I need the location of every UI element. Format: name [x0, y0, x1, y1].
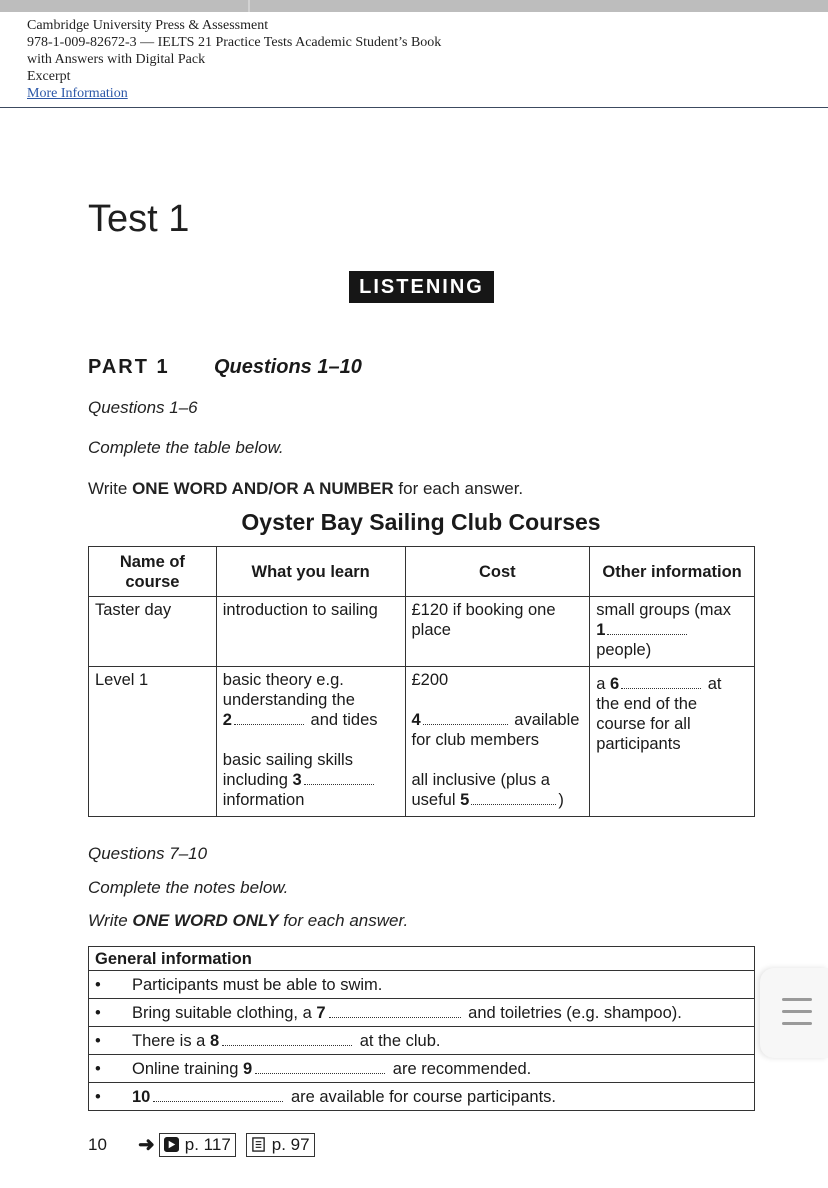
answer-gap-2[interactable]: [234, 713, 304, 725]
answer-gap-1[interactable]: [607, 623, 687, 635]
other-text-end: people): [596, 641, 652, 659]
note-text: There is a: [132, 1031, 206, 1050]
learn-text: basic theory e.g. understanding the: [222, 671, 355, 709]
header-what-you-learn: What you learn: [216, 547, 405, 597]
question-number-6: 6: [609, 675, 620, 693]
cost-text-c: all inclusive (plus a useful: [411, 771, 550, 809]
write-suffix: for each answer.: [393, 479, 524, 498]
table-header-row: [89, 547, 755, 597]
answer-gap-10[interactable]: [153, 1090, 283, 1102]
side-menu-handle[interactable]: [760, 968, 828, 1058]
notes-line-3: [89, 1027, 755, 1055]
page-footer: [88, 1132, 325, 1157]
excerpt-line: Excerpt: [27, 69, 71, 84]
menu-line-icon: [782, 1010, 812, 1013]
questions-1-6-word-limit: [88, 479, 523, 499]
cell-course-name: Taster day: [89, 597, 217, 667]
notes-line-2: [89, 999, 755, 1027]
list-item: [89, 1083, 755, 1111]
cell-other: [590, 667, 755, 817]
table-title: Oyster Bay Sailing Club Courses: [241, 509, 601, 535]
bullet: •: [95, 1003, 101, 1022]
answer-gap-6[interactable]: [621, 677, 701, 689]
questions-7-10-word-limit: [88, 911, 408, 931]
other-text-b: at the end of the course for all participants: [596, 675, 722, 753]
table-row: [89, 667, 755, 817]
list-item: [89, 1027, 755, 1055]
note-text: Participants must be able to swim.: [132, 975, 383, 994]
cell-spacer: [596, 670, 748, 674]
audio-reference-link[interactable]: [159, 1133, 236, 1157]
viewer-tab-right[interactable]: [250, 0, 828, 12]
cell-spacer: [412, 750, 584, 770]
cell-other: [590, 597, 755, 667]
question-number-9: 9: [243, 1059, 253, 1078]
page-number: 10: [88, 1134, 107, 1154]
test-title: Test 1: [88, 198, 190, 240]
notes-heading-row: [89, 947, 755, 971]
cost-text: £200: [411, 671, 449, 689]
list-item: [89, 1055, 755, 1083]
question-number-7: 7: [316, 1003, 326, 1022]
answer-gap-3[interactable]: [304, 773, 374, 785]
cost-text-b: available for club members: [411, 711, 580, 749]
question-number-2: 2: [222, 711, 232, 729]
audio-reference-page: p. 117: [184, 1134, 231, 1154]
note-text-end: are recommended.: [392, 1059, 532, 1078]
notes-table: [88, 946, 755, 1111]
answer-key-reference-page: p. 97: [271, 1134, 310, 1154]
answer-key-reference-link[interactable]: [246, 1133, 315, 1157]
header-other-information: Other information: [590, 547, 755, 597]
notes-heading: General information: [89, 947, 755, 971]
part-questions: Questions 1–10: [214, 356, 362, 378]
cost-text-d: ): [558, 791, 564, 809]
bullet: •: [95, 1059, 101, 1078]
question-number-5: 5: [460, 791, 470, 809]
audio-track-icon: [164, 1137, 179, 1152]
isbn-title-line: 978-1-009-82672-3 — IELTS 21 Practice Tests Academic Student’s Book: [27, 35, 442, 50]
menu-line-icon: [782, 1022, 812, 1025]
questions-1-6-instruction: Complete the table below.: [88, 438, 284, 457]
cell-course-name: Level 1: [89, 667, 217, 817]
learn-text-c: basic sailing skills including: [222, 751, 353, 789]
questions-7-10-heading: Questions 7–10: [88, 844, 208, 863]
viewer-top-bar: [0, 0, 828, 12]
note-text: Bring suitable clothing, a: [132, 1003, 312, 1022]
other-text: small groups (max: [596, 601, 731, 619]
bullet: •: [95, 1087, 101, 1106]
note-text: Online training: [132, 1059, 239, 1078]
question-number-3: 3: [292, 771, 302, 789]
cell-spacer: [223, 730, 399, 750]
subtitle-line: with Answers with Digital Pack: [27, 52, 206, 67]
word-limit-bold: ONE WORD AND/OR A NUMBER: [132, 479, 394, 498]
word-limit-bold: ONE WORD ONLY: [132, 911, 279, 930]
write-prefix: Write: [88, 911, 133, 930]
cell-learn: introduction to sailing: [216, 597, 405, 667]
notes-line-4: [89, 1055, 755, 1083]
answer-gap-8[interactable]: [222, 1034, 352, 1046]
viewer-tab-left[interactable]: [0, 0, 248, 12]
answer-gap-5[interactable]: [471, 793, 556, 805]
learn-text-b: and tides: [310, 711, 378, 729]
header-divider: [0, 107, 828, 108]
questions-1-6-heading: Questions 1–6: [88, 398, 198, 417]
header-name-of-course: Name of course: [89, 547, 217, 597]
publisher-line: Cambridge University Press & Assessment: [27, 18, 269, 33]
arrow-right-icon: ➜: [138, 1134, 155, 1156]
notes-line-1: [89, 971, 755, 999]
note-text-end: are available for course participants.: [290, 1087, 557, 1106]
write-prefix: Write: [88, 479, 133, 498]
list-item: [89, 971, 755, 999]
menu-line-icon: [782, 998, 812, 1001]
list-item: [89, 999, 755, 1027]
questions-7-10-instruction: Complete the notes below.: [88, 878, 289, 897]
learn-text-d: information: [222, 791, 305, 809]
other-text: a: [596, 675, 606, 693]
header-cost: Cost: [405, 547, 590, 597]
note-text-end: at the club.: [359, 1031, 441, 1050]
cell-learn: [216, 667, 405, 817]
question-number-8: 8: [209, 1031, 220, 1050]
note-text-end: and toiletries (e.g. shampoo).: [468, 1003, 682, 1022]
answer-gap-4[interactable]: [423, 713, 508, 725]
cell-cost: £120 if booking one place: [405, 597, 590, 667]
courses-table: [88, 546, 755, 817]
question-number-4: 4: [411, 711, 421, 729]
question-number-10: 10: [132, 1087, 151, 1106]
document-header: [27, 17, 587, 102]
more-information-link[interactable]: More Information: [27, 86, 128, 101]
cell-cost: [405, 667, 590, 817]
table-row: [89, 597, 755, 667]
answer-gap-7[interactable]: [329, 1006, 461, 1018]
answer-key-icon: [251, 1137, 266, 1152]
notes-line-5: [89, 1083, 755, 1111]
listening-badge: LISTENING: [349, 271, 494, 303]
question-number-1: 1: [596, 621, 606, 639]
bullet: •: [95, 975, 101, 994]
write-suffix: for each answer.: [278, 911, 409, 930]
part-label: PART 1: [88, 356, 170, 378]
answer-gap-9[interactable]: [255, 1062, 385, 1074]
bullet: •: [95, 1031, 101, 1050]
